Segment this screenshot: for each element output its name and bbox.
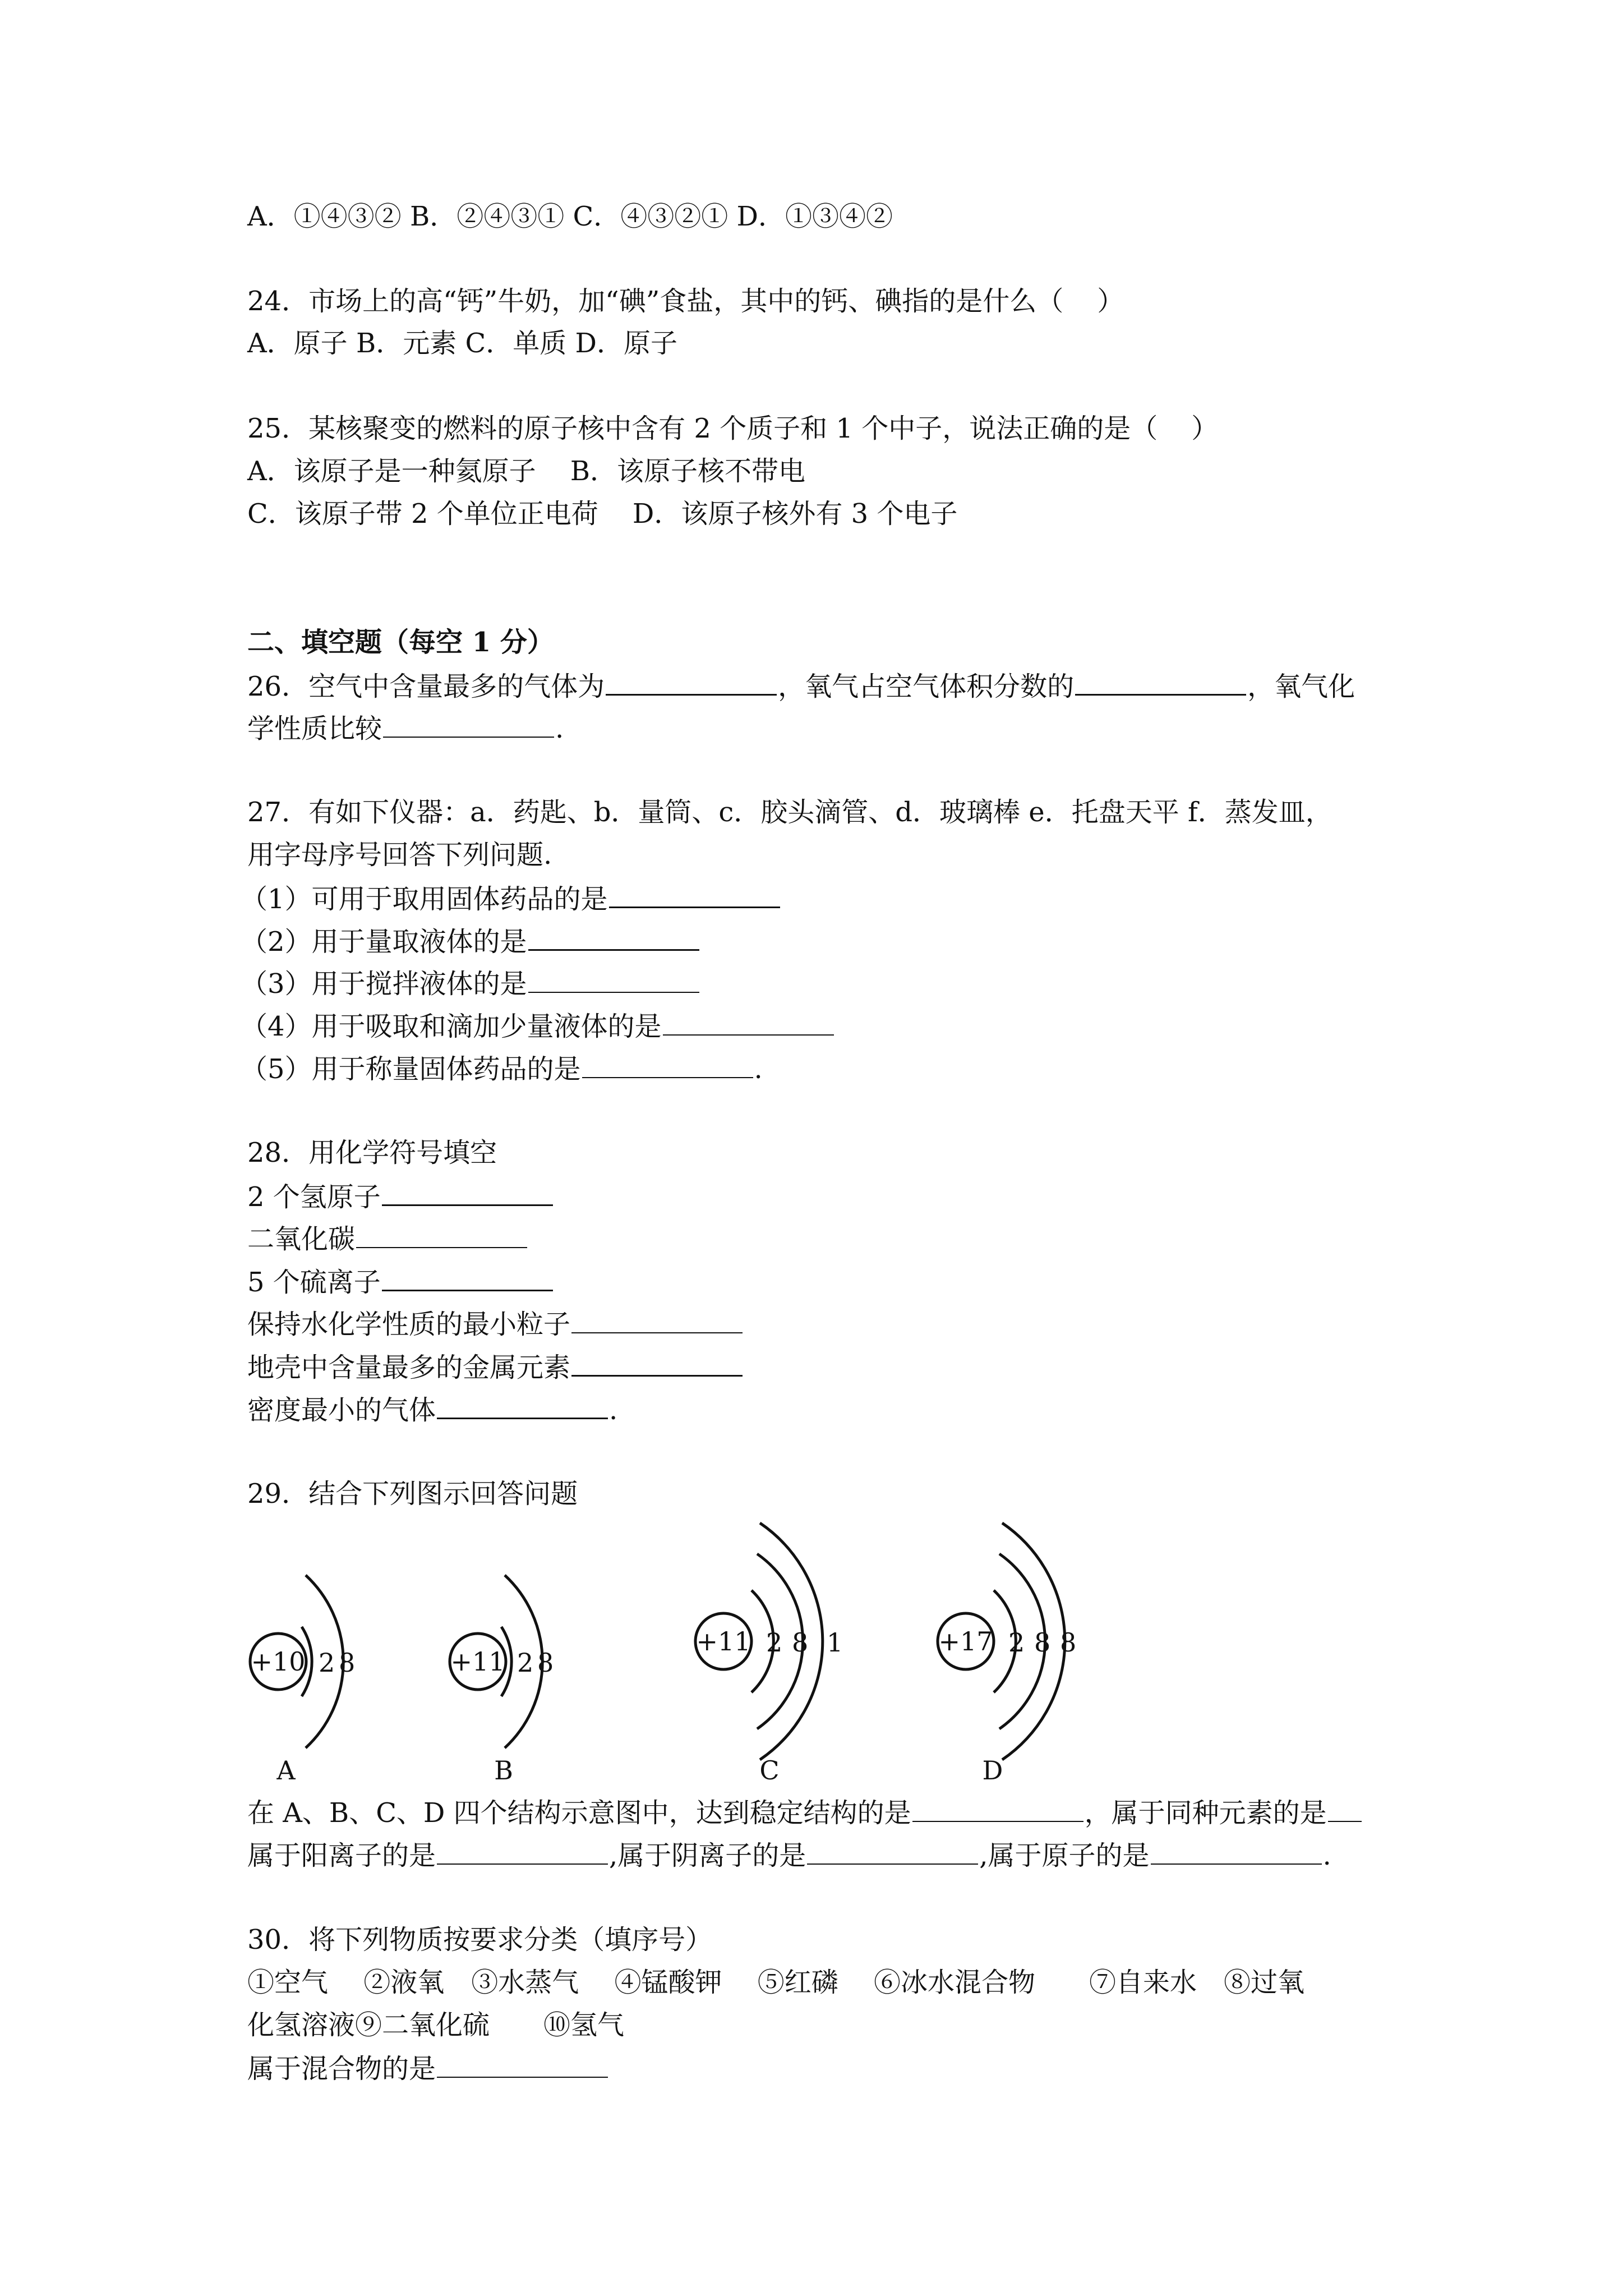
q23-option-c: C．④③②① <box>573 201 728 232</box>
q27-stem-2: 用字母序号回答下列问题. <box>247 839 552 871</box>
q25-option-d: D．该原子核外有 3 个电子 <box>632 498 958 530</box>
diagram-a-shell-2-count: 8 <box>339 1648 356 1678</box>
q26-text-1: 26．空气中含量最多的气体为 <box>247 671 605 702</box>
q28-item-1-text: 2 个氢原子 <box>247 1181 381 1213</box>
q28-item-6-text: 密度最小的气体 <box>247 1395 436 1426</box>
q29-text-6: . <box>1322 1840 1331 1871</box>
q29-blank-4[interactable] <box>807 1838 978 1865</box>
q30-list-line1: ①空气 ②液氧 ③水蒸气 ④锰酸钾 ⑤红磷 ⑥冰水混合物 ⑦自来水 ⑧过氧 <box>247 1967 1305 1998</box>
q27-item-2-text: （2）用于量取液体的是 <box>241 926 527 958</box>
diagram-c-shell-3-count: 1 <box>827 1627 843 1658</box>
diagram-b-nucleus: +11 <box>450 1646 505 1677</box>
q30-blank-1[interactable] <box>437 2051 608 2078</box>
q28-item-5-text: 地壳中含量最多的金属元素 <box>247 1352 571 1383</box>
q27-end: . <box>754 1053 763 1085</box>
q30-list-line2: 化氢溶液⑨二氧化硫 ⑩氢气 <box>247 2009 625 2041</box>
diagram-d-shell-1-count: 2 <box>1008 1627 1025 1658</box>
diagram-d-nucleus: +17 <box>938 1626 993 1657</box>
diagram-b-shell-2-count: 8 <box>537 1648 554 1678</box>
q29-blank-5[interactable] <box>1151 1838 1322 1865</box>
diagram-c-shell-1-count: 2 <box>766 1627 783 1658</box>
q26-text-3: ，氧气化 <box>1247 671 1355 702</box>
q29-text-1: 在 A、B、C、D 四个结构示意图中，达到稳定结构的是 <box>247 1797 911 1829</box>
q28-end: . <box>609 1395 618 1426</box>
diagram-a-label: A <box>276 1755 296 1786</box>
q25-stem-end: ） <box>1191 413 1219 444</box>
q28-item-2-text: 二氧化碳 <box>247 1223 356 1255</box>
q28-stem: 28．用化学符号填空 <box>247 1137 497 1168</box>
diagram-a-shell-1-count: 2 <box>319 1648 335 1678</box>
q27-item-1-text: （1）可用于取用固体药品的是 <box>241 884 608 915</box>
q27-stem-1: 27．有如下仪器：a．药匙、b．量筒、c．胶头滴管、d．玻璃棒 e．托盘天平 f．蒸发皿， <box>247 797 1332 828</box>
q24-option-c: C．单质 <box>465 328 567 359</box>
q27-item-3-text: （3）用于搅拌液体的是 <box>241 968 527 1000</box>
q24-stem-text: 24．市场上的高“钙”牛奶，加“碘”食盐，其中的钙、碘指的是什么（ <box>247 286 1064 317</box>
diagram-b-shell-1-count: 2 <box>517 1648 534 1678</box>
diagram-d-label: D <box>982 1755 1003 1786</box>
q24-option-b: B．元素 <box>356 328 457 359</box>
diagram-d-shell-2-count: 8 <box>1034 1627 1051 1658</box>
q27-item-4-text: （4）用于吸取和滴加少量液体的是 <box>241 1011 662 1042</box>
q29-line1 <box>247 1795 1363 1830</box>
q25-option-c: C．该原子带 2 个单位正电荷 <box>247 498 598 530</box>
q25-option-a: A．该原子是一种氦原子 <box>247 455 536 487</box>
q29-blank-3[interactable] <box>437 1838 608 1865</box>
diagram-c-shell-2-count: 8 <box>792 1627 809 1658</box>
section-title: 二、填空题（每空 1 分） <box>247 627 554 658</box>
diagram-c-nucleus: +11 <box>696 1626 751 1657</box>
q24-option-d: D．原子 <box>575 328 677 359</box>
q30-item-1 <box>247 2051 609 2086</box>
q29-stem: 29．结合下列图示回答问题 <box>247 1478 578 1510</box>
diagram-a-nucleus: +10 <box>251 1646 306 1677</box>
q29-text-4: ,属于阴离子的是 <box>609 1840 806 1871</box>
q29-blank-2[interactable] <box>1328 1795 1362 1822</box>
q23-option-b: B．②④③① <box>409 201 565 232</box>
q24-stem-end: ） <box>1097 286 1124 317</box>
q25-option-b: B．该原子核不带电 <box>570 455 805 487</box>
q25-stem-text: 25．某核聚变的燃料的原子核中含有 2 个质子和 1 个中子，说法正确的是（ <box>247 413 1158 444</box>
q29-text-3: 属于阳离子的是 <box>247 1840 436 1871</box>
q29-line2 <box>247 1838 1331 1872</box>
q28-item-4-text: 保持水化学性质的最小粒子 <box>247 1309 571 1340</box>
q26-text-4: 学性质比较 <box>247 713 382 744</box>
q30-item-1-text: 属于混合物的是 <box>247 2053 436 2085</box>
q29-blank-1[interactable] <box>912 1795 1083 1822</box>
q29-text-5: ,属于原子的是 <box>979 1840 1150 1871</box>
q28-item-3-text: 5 个硫离子 <box>247 1267 381 1298</box>
q26-text-5: . <box>555 713 564 744</box>
q29-text-2: ，属于同种元素的是 <box>1084 1797 1327 1829</box>
q23-option-a: A．①④③② <box>247 201 402 232</box>
q26-text-2: ，氧气占空气体积分数的 <box>778 671 1075 702</box>
q27-item-5-text: （5）用于称量固体药品的是 <box>241 1053 581 1085</box>
q24-option-a: A．原子 <box>247 328 348 359</box>
q30-stem: 30．将下列物质按要求分类（填序号） <box>247 1924 713 1955</box>
diagram-d-shell-3-count: 8 <box>1060 1627 1077 1658</box>
diagram-b-label: B <box>494 1755 513 1786</box>
diagram-c-label: C <box>759 1755 780 1786</box>
q23-option-d: D．①③④② <box>736 201 893 232</box>
